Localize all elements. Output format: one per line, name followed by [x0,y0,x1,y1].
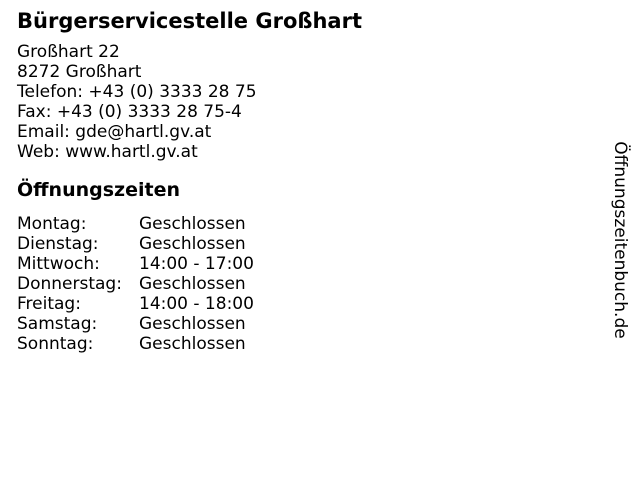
day-label: Samstag: [17,314,98,334]
day-label: Freitag: [17,294,81,314]
day-label: Dienstag: [17,234,99,254]
watermark-vertical-text: Öffnungszeitenbuch.de [610,141,630,339]
email-line: Email: gde@hartl.gv.at [17,122,212,142]
fax-line: Fax: +43 (0) 3333 28 75-4 [17,102,242,122]
hours-value: 14:00 - 17:00 [139,254,254,274]
hours-row-tuesday [17,234,254,254]
opening-hours-heading: Öffnungszeiten [17,179,180,201]
phone-line: Telefon: +43 (0) 3333 28 75 [17,82,257,102]
hours-row-monday [17,214,254,234]
hours-value: Geschlossen [139,334,246,354]
hours-value: 14:00 - 18:00 [139,294,254,314]
address-city-line: 8272 Großhart [17,62,142,82]
opening-hours-table [17,214,254,354]
hours-value: Geschlossen [139,214,246,234]
hours-row-thursday [17,274,254,294]
hours-value: Geschlossen [139,314,246,334]
hours-value: Geschlossen [139,234,246,254]
day-label: Sonntag: [17,334,94,354]
hours-row-sunday [17,334,254,354]
day-label: Mittwoch: [17,254,100,274]
contact-block [17,42,257,162]
hours-row-saturday [17,314,254,334]
address-street-line: Großhart 22 [17,42,120,62]
web-line: Web: www.hartl.gv.at [17,142,198,162]
page-title: Bürgerservicestelle Großhart [17,9,362,33]
day-label: Montag: [17,214,87,234]
day-label: Donnerstag: [17,274,122,294]
hours-row-wednesday [17,254,254,274]
hours-row-friday [17,294,254,314]
hours-value: Geschlossen [139,274,246,294]
